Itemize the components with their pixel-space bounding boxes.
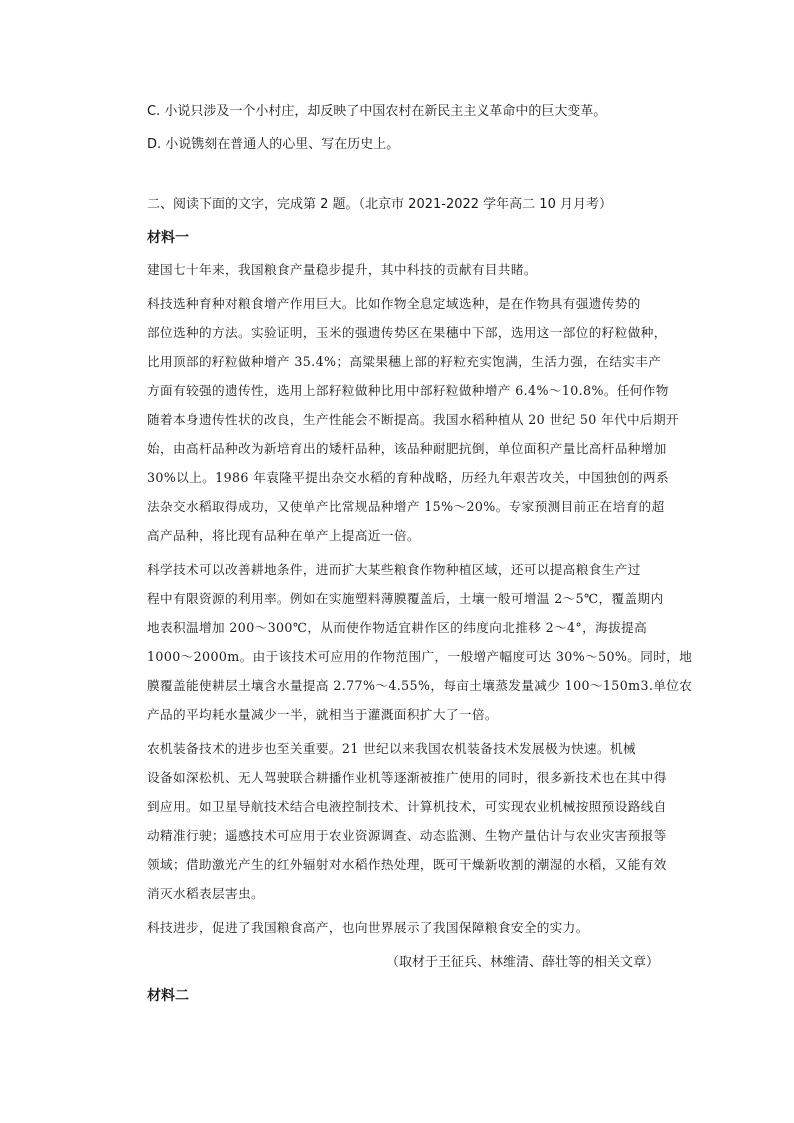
option-c: C. 小说只涉及一个小村庄，却反映了中国农村在新民主主义革命中的巨大变革。 bbox=[147, 104, 607, 119]
paragraph-line: 科技选种育种对粮食增产作用巨大。比如作物全息定域选种，是在作物具有强遗传势的 bbox=[147, 296, 641, 311]
paragraph-line: 膜覆盖能使耕层土壤含水量提高 2.77%～4.55%，每亩土壤蒸发量减少 100～150m3.单位农 bbox=[147, 678, 693, 693]
material-one-title: 材料一 bbox=[147, 230, 189, 246]
paragraph-line: 设备如深松机、无人驾驶联合耕播作业机等逐渐被推广使用的同时，很多新技术也在其中得 bbox=[147, 770, 667, 785]
paragraph-line: 部位选种的方法。实验证明，玉米的强遗传势区在果穗中下部，选用这一部位的籽粒做种， bbox=[147, 325, 667, 340]
option-d: D. 小说镌刻在普通人的心里、写在历史上。 bbox=[147, 137, 400, 152]
paragraph-line: 高产品种，将比现有品种在单产上提高近一倍。 bbox=[147, 528, 420, 543]
paragraph-line: 始，由高杆品种改为新培育出的矮杆品种，该品种耐肥抗倒，单位面积产量比高杆品种增加 bbox=[147, 441, 667, 456]
paragraph-line: 科技进步，促进了我国粮食高产，也向世界展示了我国保障粮食安全的实力。 bbox=[147, 920, 589, 935]
paragraph-line: 地表积温增加 200～300℃，从而使作物适宜耕作区的纬度向北推移 2～4°，海拔提高 bbox=[147, 620, 648, 635]
section-instruction: 二、阅读下面的文字，完成第 2 题。（北京市 2021-2022 学年高二 10 月月考） bbox=[147, 197, 612, 212]
source-attribution: （取材于王征兵、林维清、薛壮等的相关文章） bbox=[386, 955, 660, 970]
paragraph-line: 程中有限资源的利用率。例如在实施塑料薄膜覆盖后，土壤一般可增温 2～5℃，覆盖期内 bbox=[147, 591, 664, 606]
paragraph-line: 到应用。如卫星导航技术结合电液控制技术、计算机技术，可实现农业机械按照预设路线自 bbox=[147, 799, 667, 814]
paragraph-line: 科学技术可以改善耕地条件，进而扩大某些粮食作物种植区域，还可以提高粮食生产过 bbox=[147, 562, 641, 577]
paragraph-line: 动精准行驶；遥感技术可应用于农业资源调查、动态监测、生物产量估计与农业灾害预报等 bbox=[147, 828, 667, 843]
paragraph-line: 农机装备技术的进步也至关重要。21 世纪以来我国农机装备技术发展极为快速。机械 bbox=[147, 741, 637, 756]
paragraph-line: 方面有较强的遗传性，选用上部籽粒做种比用中部籽粒做种增产 6.4%～10.8%。任何作物 bbox=[147, 383, 669, 398]
paragraph-line: 法杂交水稻取得成功，又使单产比常规品种增产 15%～20%。专家预测目前正在培育的超 bbox=[147, 499, 665, 514]
paragraph-line: 建国七十年来，我国粮食产量稳步提升，其中科技的贡献有目共睹。 bbox=[147, 262, 537, 277]
paragraph-line: 30%以上。1986 年袁隆平提出杂交水稻的育种战略，历经九年艰苦攻关，中国独创的两系 bbox=[147, 470, 670, 485]
paragraph-line: 1000～2000m。由于该技术可应用的作物范围广，一般增产幅度可达 30%～50%。同时，地 bbox=[147, 649, 693, 664]
paragraph-line: 产品的平均耗水量减少一半，就相当于灌溉面积扩大了一倍。 bbox=[147, 707, 498, 722]
paragraph-line: 领域；借助激光产生的红外辐射对水稻作热处理，既可干燥新收割的潮湿的水稻，又能有效 bbox=[147, 857, 667, 872]
paragraph-line: 比用顶部的籽粒做种增产 35.4%；高粱果穗上部的籽粒充实饱满，生活力强，在结实丰产 bbox=[147, 354, 662, 369]
material-two-title: 材料二 bbox=[147, 988, 189, 1004]
paragraph-line: 随着本身遗传性状的改良，生产性能会不断提高。我国水稻种植从 20 世纪 50 年代中后期开 bbox=[147, 412, 680, 427]
paragraph-line: 消灭水稻表层害虫。 bbox=[147, 886, 264, 901]
